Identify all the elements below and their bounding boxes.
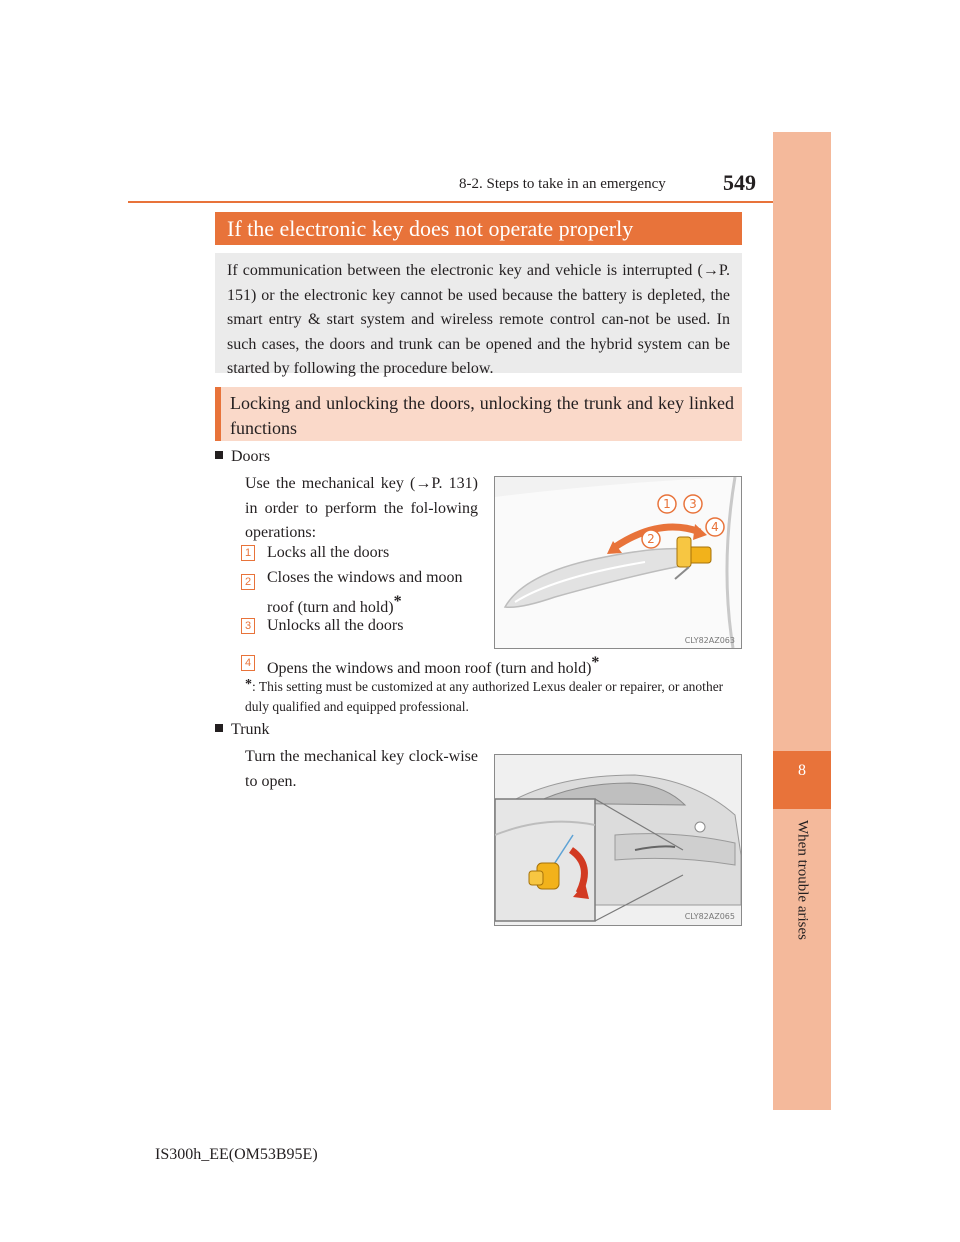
trunk-title: Trunk (231, 721, 270, 738)
chapter-number-box (773, 751, 831, 809)
figure-label-3: 3 (689, 497, 697, 511)
main-heading: If the electronic key does not operate properly (215, 212, 742, 245)
header-rule (128, 201, 773, 203)
chapter-title: When trouble arises (794, 820, 811, 940)
chapter-number: 8 (798, 762, 806, 779)
doors-bullet (215, 448, 270, 466)
figure-code: CLY82AZ065 (684, 912, 735, 921)
step-number-2: 2 (241, 574, 255, 590)
trunk-figure (494, 754, 742, 926)
step-text-3: Unlocks all the doors (267, 617, 404, 634)
figure-code: CLY82AZ063 (684, 636, 735, 645)
figure-label-1: 1 (663, 497, 671, 511)
asterisk-mark: * (393, 593, 402, 610)
step-number-3: 3 (241, 618, 255, 634)
bullet-square-icon (215, 724, 223, 732)
step-number-1: 1 (241, 545, 255, 561)
page-number: 549 (723, 170, 756, 195)
trunk-instruction: Turn the mechanical key clock-wise to open. (245, 748, 478, 790)
footnote-asterisk: * (245, 677, 252, 692)
sub-heading: Locking and unlocking the doors, unlocking the trunk and key linked functions (215, 387, 742, 441)
footnote-text: : This setting must be customized at any authorized Lexus dealer or repairer, or another duly qualified and equipped professional. (245, 679, 724, 714)
figure-label-4: 4 (711, 520, 719, 534)
footnote (245, 675, 745, 717)
door-handle-illustration (495, 477, 741, 648)
doors-instruction: Use the mechanical key (→P. 131) in order to perform the fol-lowing operations: (245, 475, 478, 541)
doors-title: Doors (231, 448, 271, 465)
intro-text: If communication between the electronic key and vehicle is interrupted (→P. 151) or the electronic key cannot be used because the battery is depleted, the smart entry & start system and wireless remote control can-not be used. In such cases, the doors and trunk can be opened and the hybrid system can be started by following the procedure below. (215, 253, 742, 373)
bullet-square-icon (215, 451, 223, 459)
side-tab (773, 132, 831, 1110)
step-text-1: Locks all the doors (267, 544, 390, 561)
door-handle-figure (494, 476, 742, 649)
step-text-2: Closes the windows and moon roof (turn and hold)* (267, 569, 463, 616)
step-number-4: 4 (241, 655, 255, 671)
section-title: 8-2. Steps to take in an emergency (459, 176, 666, 192)
figure-label-2: 2 (647, 532, 655, 546)
model-code: IS300h_EE(OM53B95E) (155, 1146, 318, 1163)
step-text-4: Opens the windows and moon roof (turn and hold)* (267, 654, 600, 677)
asterisk-mark: * (591, 654, 600, 671)
trunk-bullet (215, 721, 270, 739)
trunk-illustration (495, 755, 741, 925)
